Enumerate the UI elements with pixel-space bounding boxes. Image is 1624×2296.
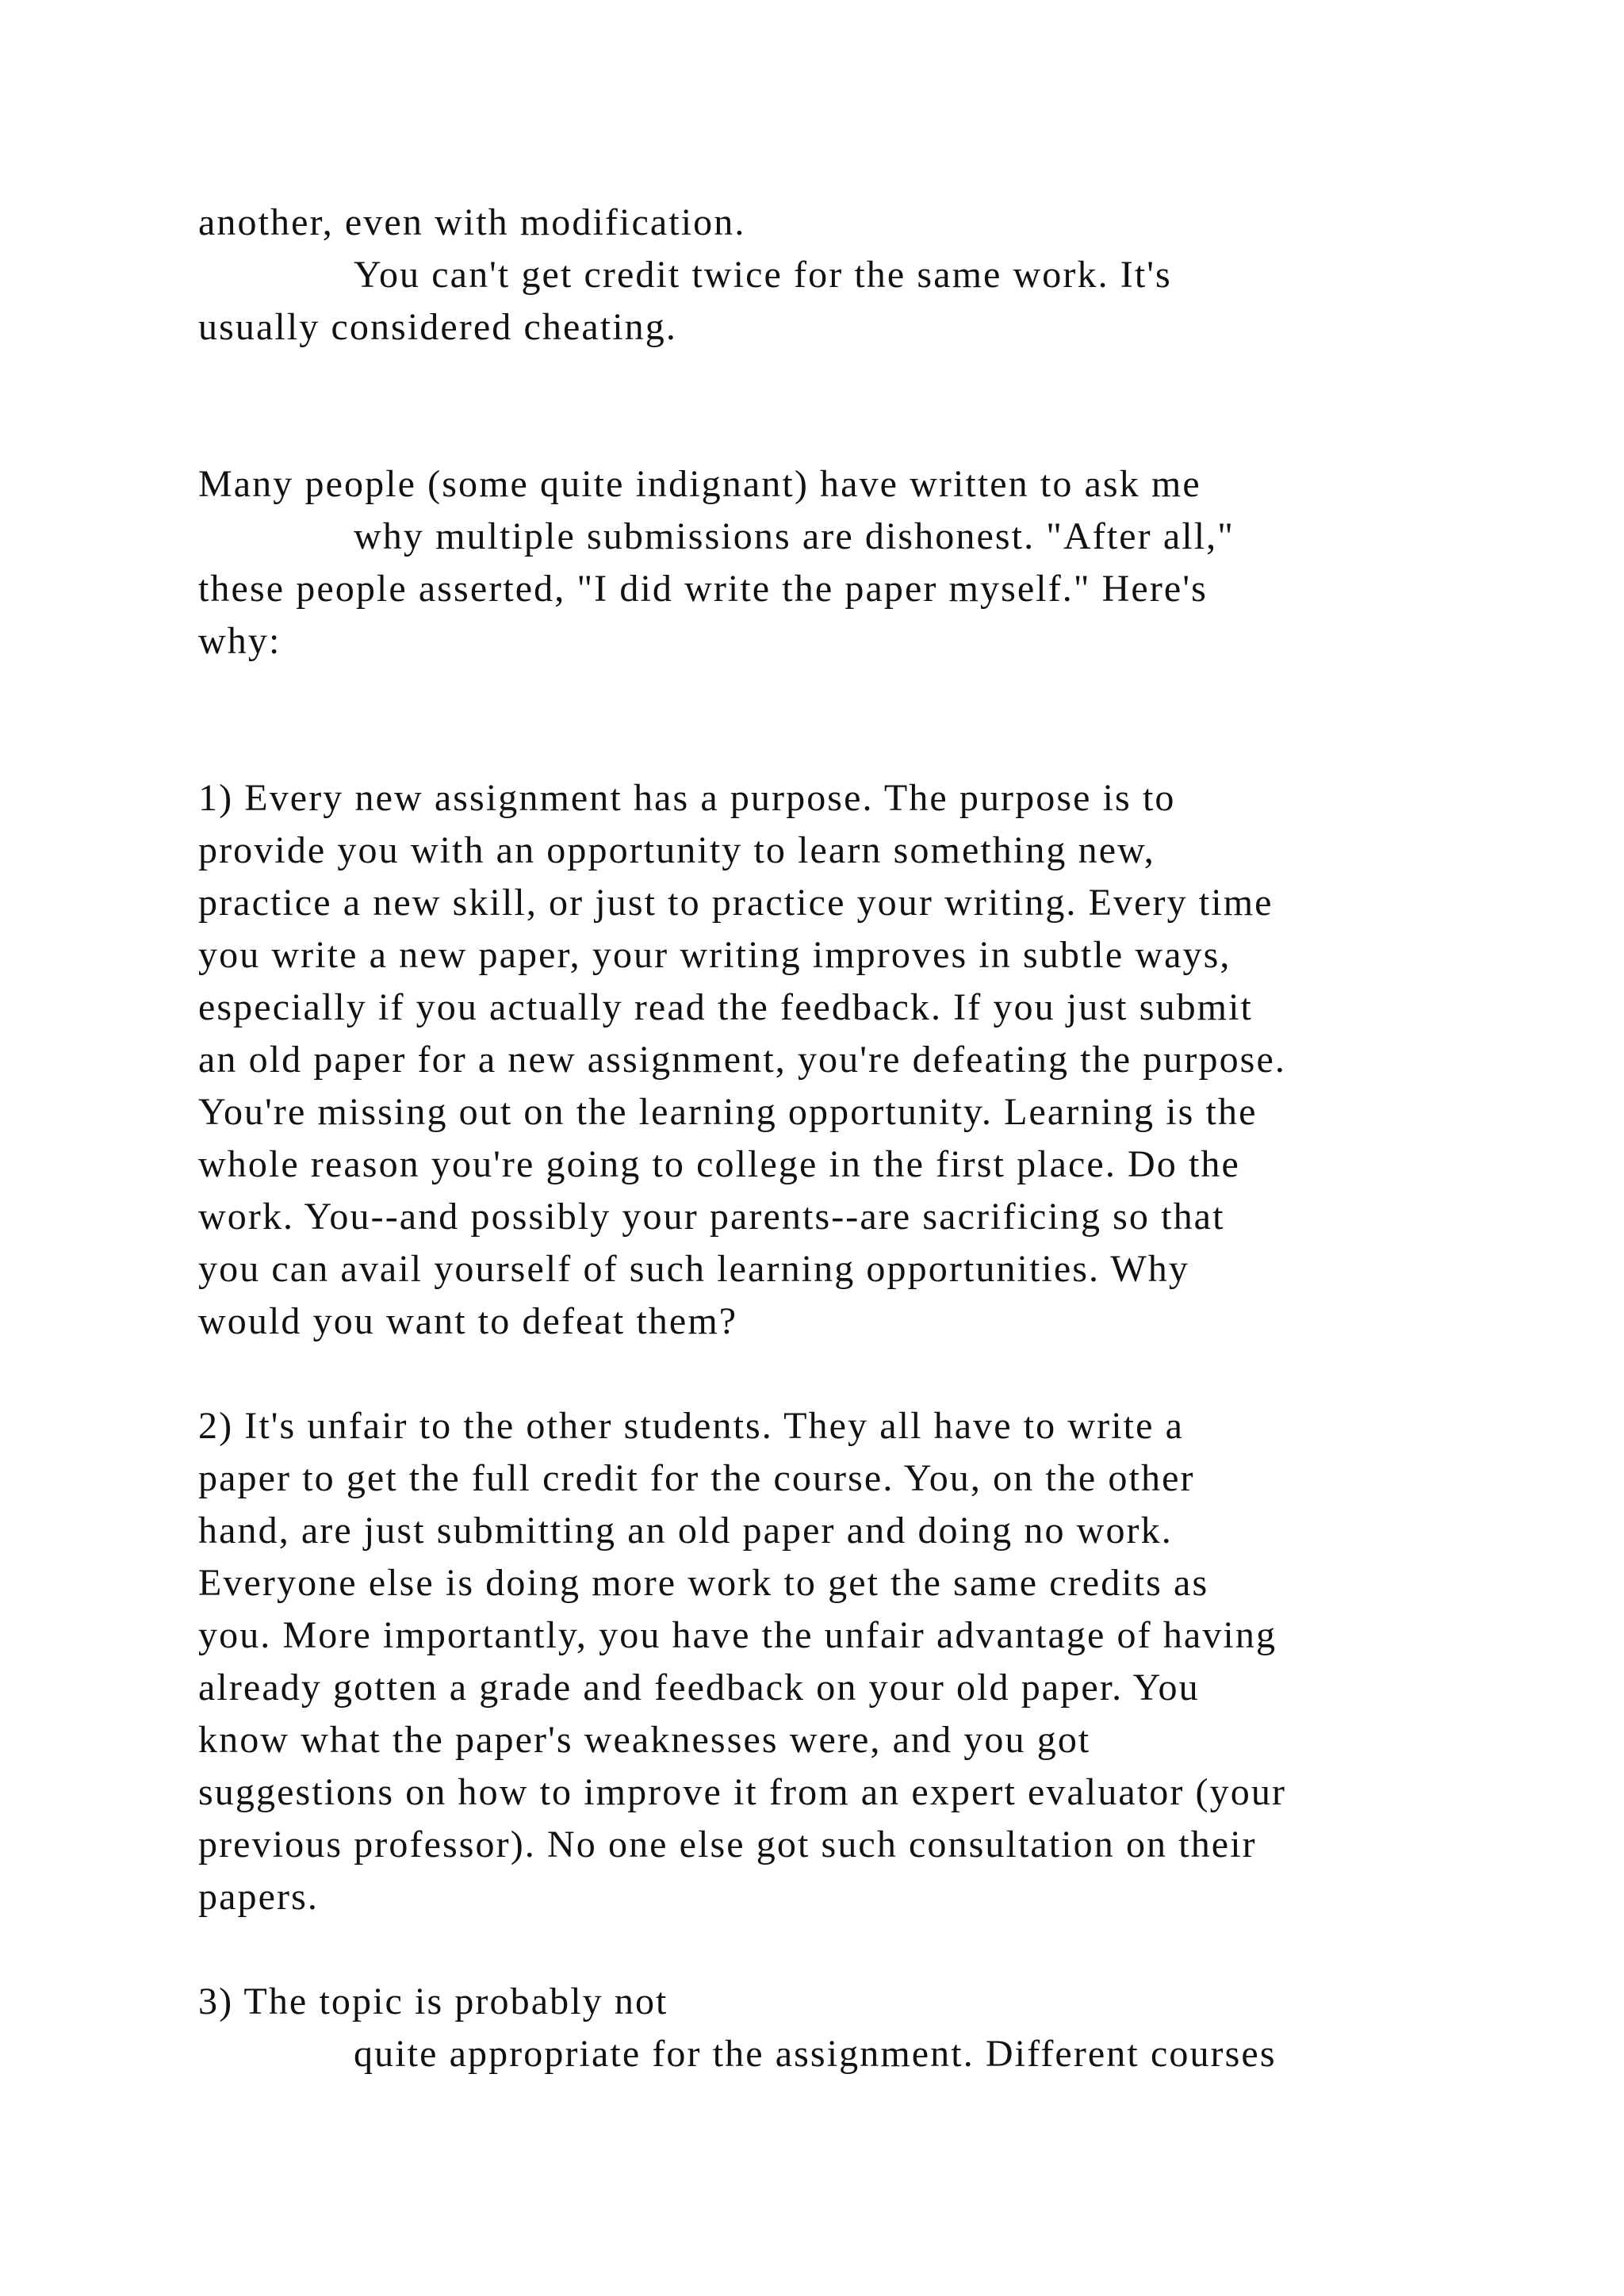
- text-line: whole reason you're going to college in the first place. Do the: [198, 1143, 1240, 1185]
- text-line: why multiple submissions are dishonest. "After all,": [354, 515, 1235, 557]
- text-line: you. More importantly, you have the unfair advantage of having: [198, 1614, 1277, 1656]
- text-line: know what the paper's weaknesses were, and you got: [198, 1719, 1091, 1761]
- text-line: provide you with an opportunity to learn something new,: [198, 829, 1155, 871]
- text-line: suggestions on how to improve it from an expert evaluator (your: [198, 1771, 1287, 1813]
- text-line: would you want to defeat them?: [198, 1300, 738, 1342]
- text-line: you write a new paper, your writing improves in subtle ways,: [198, 934, 1231, 976]
- text-line: 3) The topic is probably not: [198, 1980, 668, 2022]
- text-line: 1) Every new assignment has a purpose. The purpose is to: [198, 777, 1176, 819]
- text-line: an old paper for a new assignment, you're defeating the purpose.: [198, 1039, 1286, 1081]
- text-line: papers.: [198, 1876, 319, 1918]
- text-line: another, even with modification.: [198, 201, 746, 243]
- text-line: paper to get the full credit for the course. You, on the other: [198, 1457, 1195, 1499]
- text-line: quite appropriate for the assignment. Different courses: [354, 2033, 1277, 2075]
- text-line: 2) It's unfair to the other students. They all have to write a: [198, 1405, 1184, 1447]
- text-line: already gotten a grade and feedback on your old paper. You: [198, 1667, 1200, 1709]
- text-line: you can avail yourself of such learning opportunities. Why: [198, 1248, 1189, 1290]
- text-line: Everyone else is doing more work to get the same credits as: [198, 1562, 1209, 1604]
- text-line: You can't get credit twice for the same work. It's: [354, 254, 1172, 296]
- text-line: practice a new skill, or just to practice your writing. Every time: [198, 882, 1274, 924]
- text-line: especially if you actually read the feedback. If you just submit: [198, 986, 1253, 1028]
- text-line: why:: [198, 620, 282, 662]
- text-line: hand, are just submitting an old paper and doing no work.: [198, 1510, 1173, 1552]
- text-line: previous professor). No one else got such consultation on their: [198, 1823, 1257, 1866]
- text-line: usually considered cheating.: [198, 306, 677, 348]
- text-line: You're missing out on the learning opportunity. Learning is the: [198, 1091, 1258, 1133]
- text-line: Many people (some quite indignant) have written to ask me: [198, 463, 1201, 505]
- text-line: work. You--and possibly your parents--are sacrificing so that: [198, 1196, 1225, 1238]
- text-line: these people asserted, "I did write the paper myself." Here's: [198, 568, 1208, 610]
